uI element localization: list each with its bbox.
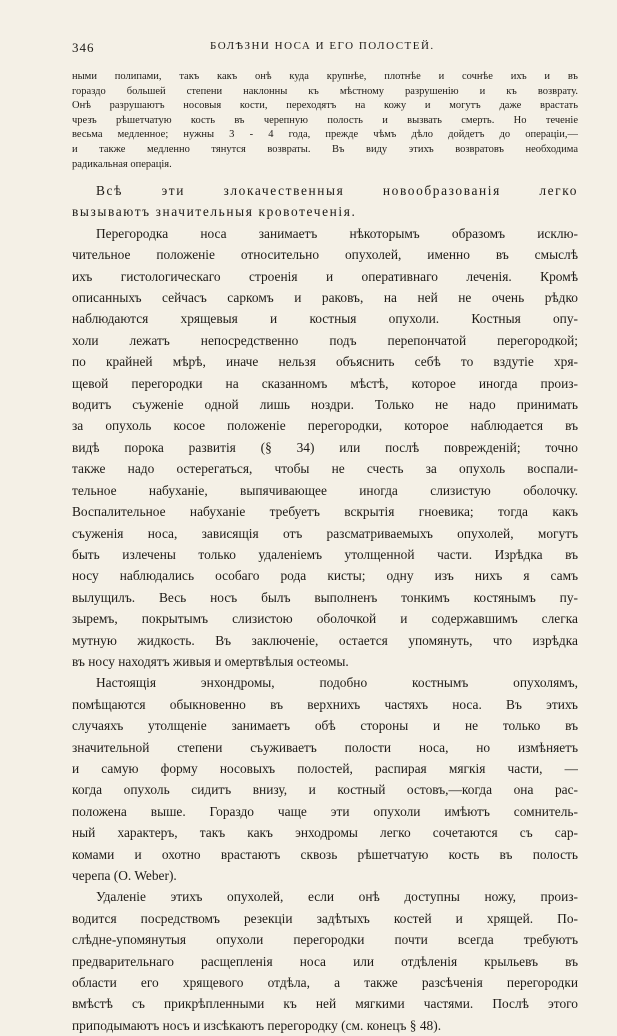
text-line: видѣ порока развитія (§ 34) или послѣ поврежденій; точно xyxy=(72,439,578,455)
text-line: водитъ съуженіе одной лишь ноздри. Только не надо принимать xyxy=(72,397,578,413)
text-line: черепа (O. Weber). xyxy=(72,868,177,883)
text-line: ный характеръ, такъ какъ энходромы легко сочетаются съ сар- xyxy=(72,825,578,841)
text-line: значительной степени съуживаетъ полости носа, но измѣняетъ xyxy=(72,739,578,755)
text-line: Воспалительное набуханіе требуетъ вскрытія гноевика; тогда какъ xyxy=(72,504,578,520)
text-line: щевой перегородки на сказанномъ мѣстѣ, которое иногда произ- xyxy=(72,375,578,391)
small-print-paragraph xyxy=(72,70,578,172)
page-header xyxy=(72,40,573,58)
text-line: холи лежатъ непосредственно подъ перепончатой перегородкой; xyxy=(72,332,578,348)
text-line: вылущилъ. Весь носъ былъ выполненъ тонкимъ костянымъ пу- xyxy=(72,589,578,605)
text-line: за опухоль косое положеніе перегородки, которое наблюдается въ xyxy=(72,418,578,434)
text-line: носу наблюдались особаго рода кисты; одну изъ нихъ я самъ xyxy=(72,568,578,584)
text-line: наблюдаются хрящевыя и костныя опухоли. Костныя опу- xyxy=(72,311,578,327)
text-line: мутную жидкость. Въ заключеніе, остается упомянуть, что изрѣдка xyxy=(72,632,578,648)
running-title: БОЛѢЗНИ НОСА И ЕГО ПОЛОСТЕЙ. xyxy=(210,40,435,52)
text-line: слѣдне-упомянутыя опухоли перегородки почти всегда требуютъ xyxy=(72,932,578,948)
small-print-line: гораздо большей степени наклонны къ мѣстному разрушенію и къ возврату. xyxy=(72,85,578,97)
text-line: Настоящія энхондромы, подобно костнымъ опухолямъ, xyxy=(96,675,578,691)
text-line: быть излечены только удаленіемъ утолщенной части. Изрѣдка въ xyxy=(72,546,578,562)
text-line: водится посредствомъ резекціи задѣтыхъ костей и хрящей. По- xyxy=(72,910,578,926)
text-line: положена выше. Гораздо чаще эти опухоли имѣютъ сомнитель- xyxy=(72,803,578,819)
text-line: вызываютъ значительныя кровотеченія. xyxy=(72,204,357,220)
text-line: зыремъ, покрытымъ слизистою оболочкой и содержавшимъ слегка xyxy=(72,611,578,627)
text-line: предварительнаго расщепленія носа или отдѣленія крыльевъ въ xyxy=(72,953,578,969)
text-line: описанныхъ сейчасъ саркомъ и раковъ, на ней не очень рѣдко xyxy=(72,290,578,306)
text-line: съуженія носа, зависящія отъ разсматриваемыхъ опухолей, могутъ xyxy=(72,525,578,541)
page-number: 346 xyxy=(72,40,95,55)
text-line: чительное положеніе относительно опухолей, именно въ смыслѣ xyxy=(72,247,578,263)
text-line: Перегородка носа занимаетъ нѣкоторымъ образомъ исклю- xyxy=(96,225,578,241)
text-line: приподымаютъ носъ и изсѣкаютъ перегородку (см. конецъ § 48). xyxy=(72,1017,442,1033)
small-print-line: Онѣ разрушаютъ носовыя кости, переходятъ на кожу и могутъ даже врастать xyxy=(72,100,578,112)
small-print-line: чрезъ рѣшетчатую кость въ черепную полость и вызвать смерть. Но теченіе xyxy=(72,114,578,126)
small-print-line: радикальная операція. xyxy=(72,158,172,170)
text-line: комами и охотно врастаютъ сквозь рѣшетчатую кость въ полость xyxy=(72,846,578,862)
text-line: Всѣ эти злокачественныя новообразованія легко xyxy=(96,183,578,198)
text-line: по крайней мѣрѣ, иначе нельзя объяснить себѣ то вздутіе хря- xyxy=(72,354,578,370)
text-line: въ носу находятъ живыя и омертвѣлыя остеомы. xyxy=(72,653,349,669)
text-line: также надо остерегаться, чтобы не счесть за опухоль воспали- xyxy=(72,461,578,477)
text-line: ихъ гистологическаго строенія и оперативнаго леченія. Кромѣ xyxy=(72,268,578,284)
main-text xyxy=(72,180,578,1036)
text-line: области его хрящевого отдѣла, а также разсѣченія перегородки xyxy=(72,975,578,991)
text-line: помѣщаются обыкновенно въ верхнихъ частяхъ носа. Въ этихъ xyxy=(72,696,578,712)
text-line: тельное набуханіе, выпячивающее иногда слизистую оболочку. xyxy=(72,482,578,498)
text-line: случаяхъ утолщеніе занимаетъ обѣ стороны и не только въ xyxy=(72,718,578,734)
text-line: и самую форму носовыхъ полостей, распирая мягкія части, — xyxy=(72,760,578,776)
small-print-line: и также медленно тянутся возвраты. Въ виду этихъ возвратовъ необходима xyxy=(72,143,578,155)
text-line: Удаленіе этихъ опухолей, если онѣ доступны ножу, произ- xyxy=(96,889,578,905)
text-line: когда опухоль сидитъ внизу, и костный остовъ,—когда она рас- xyxy=(72,782,578,798)
small-print-line: ными полипами, такъ какъ онѣ куда крупнѣе, плотнѣе и сочнѣе ихъ и въ xyxy=(72,71,578,82)
small-print-line: весьма медленное; нужны 3 - 4 года, прежде чѣмъ дѣло дойдетъ до операціи,— xyxy=(72,129,578,141)
text-line: вмѣстѣ съ прикрѣпленными къ ней мягкими частями. Послѣ этого xyxy=(72,996,578,1012)
